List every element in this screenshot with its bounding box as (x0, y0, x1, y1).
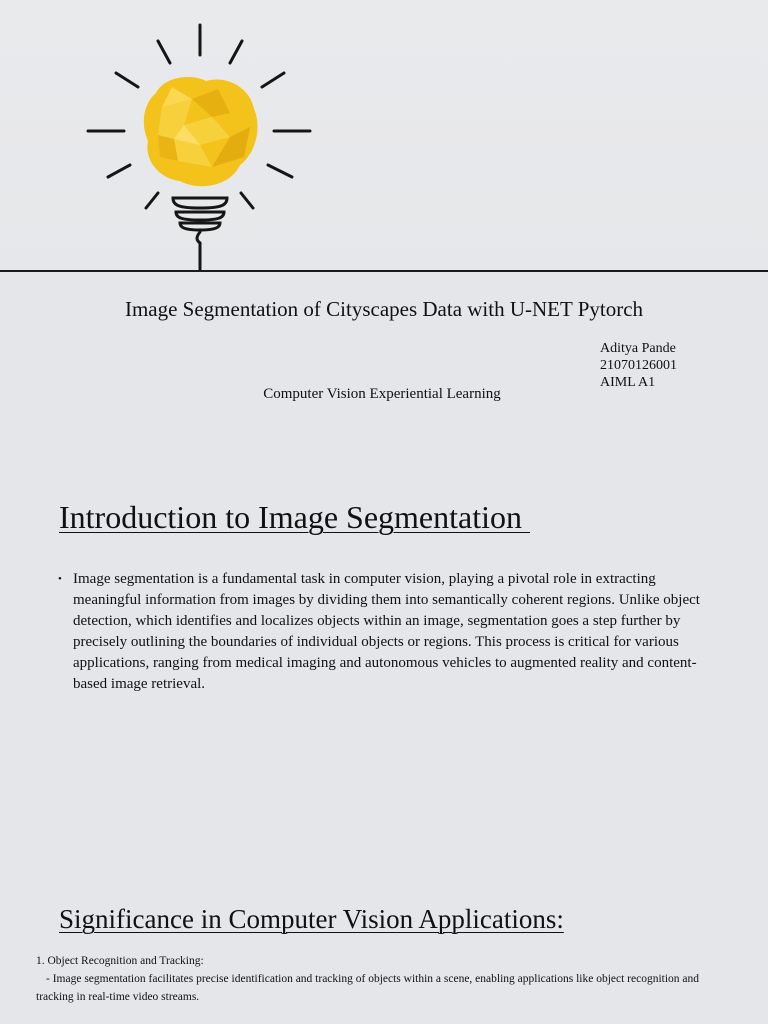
document-subtitle: Computer Vision Experiential Learning (263, 386, 501, 402)
author-class: AIML A1 (600, 375, 656, 390)
list-item-title: 1. Object Recognition and Tracking: (36, 955, 204, 967)
document-title: Image Segmentation of Cityscapes Data with U-NET Pytorch (124, 297, 644, 321)
significance-list (36, 952, 736, 1006)
author-info (600, 340, 677, 391)
intro-bullet (58, 569, 708, 695)
significance-heading: Significance in Computer Vision Applications: (59, 904, 564, 934)
lightbulb-icon (80, 15, 320, 273)
author-name: Aditya Pande (600, 341, 676, 356)
intro-heading: Introduction to Image Segmentation (59, 499, 530, 535)
horizontal-rule (0, 270, 768, 272)
list-item-text: - Image segmentation facilitates precise identification and tracking of objects within a scene, enabling applications like object recognition and tracking in real-time video streams. (36, 973, 700, 1003)
bullet-icon: • (58, 573, 62, 585)
hero-banner (0, 0, 768, 272)
author-id: 21070126001 (600, 358, 677, 373)
intro-paragraph: Image segmentation is a fundamental task in computer vision, playing a pivotal role in extracting meaningful information from images by dividing them into semantically coherent regions. Unlike object detection, which identifies and localizes objects within an image, segmentation goes a step further by precisely outlining the boundaries of individual objects or regions. This process is critical for various applications, ranging from medical imaging and autonomous vehicles to augmented reality and content-based image retrieval. (73, 571, 700, 692)
